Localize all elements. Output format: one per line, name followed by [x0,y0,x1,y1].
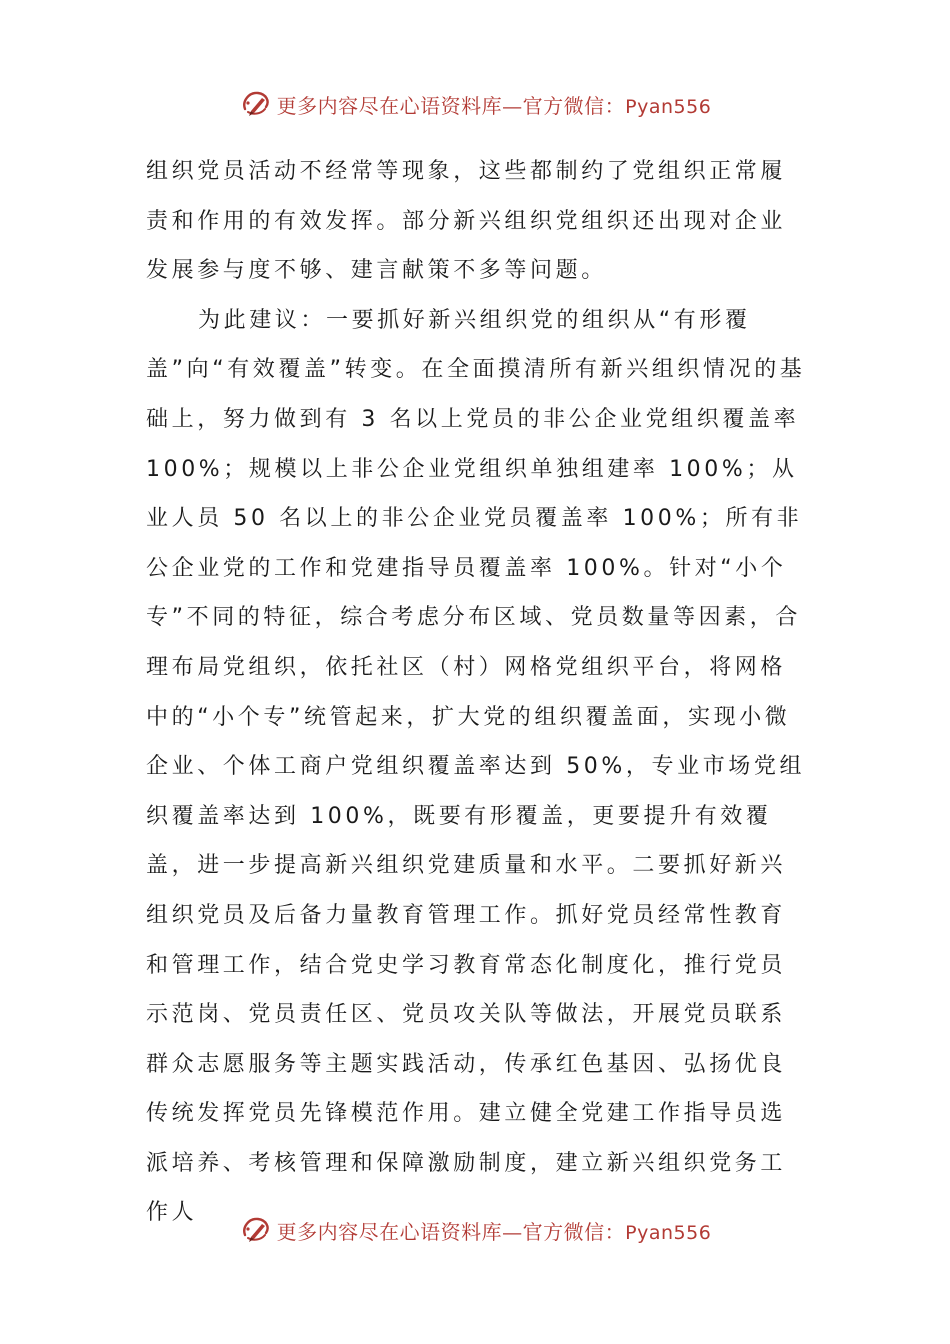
watermark-text [277,1216,712,1245]
pen-swirl-logo-icon [239,1213,273,1247]
wechat-id: Pyan556 [625,95,712,118]
document-body [146,147,806,1238]
watermark-text [277,90,712,119]
paragraph: 为此建议：一要抓好新兴组织党的组织从“有形覆盖”向“有效覆盖”转变。在全面摸清所有新兴组织情况的基础上，努力做到有 3 名以上党员的非公企业党组织覆盖率 100%；规模以上非公企业党组织单独组建率 100%；从业人员 50 名以上的非公企业党员覆盖率 100%；所有非公企业党的工作和党建指导员覆盖率 100%。针对“小个专”不同的特征，综合考虑分布区域、党员数量等因素，合理布局党组织，依托社区（村）网格党组织平台，将网格中的“小个专”统管起来，扩大党的组织覆盖面，实现小微企业、个体工商户党组织覆盖率达到 50%，专业市场党组织覆盖率达到 100%，既要有形覆盖，更要提升有效覆盖，进一步提高新兴组织党建质量和水平。二要抓好新兴组织党员及后备力量教育管理工作。抓好党员经常性教育和管理工作，结合党史学习教育常态化制度化，推行党员示范岗、党员责任区、党员攻关队等做法，开展党员联系群众志愿服务等主题实践活动，传承红色基因、弘扬优良传统发挥党员先锋模范作用。建立健全党建工作指导员选派培养、考核管理和保障激励制度，建立新兴组织党务工作人 [146,307,806,1226]
wechat-id: Pyan556 [625,1221,712,1244]
watermark-label: 更多内容尽在心语资料库—官方微信： [276,93,626,118]
watermark-banner-top [0,84,950,124]
watermark-banner-bottom [0,1210,950,1250]
paragraph: 组织党员活动不经常等现象，这些都制约了党组织正常履责和作用的有效发挥。部分新兴组织党组织还出现对企业发展参与度不够、建言献策不多等问题。 [146,159,787,284]
watermark-label: 更多内容尽在心语资料库—官方微信： [276,1219,626,1244]
pen-swirl-logo-icon [239,87,273,121]
